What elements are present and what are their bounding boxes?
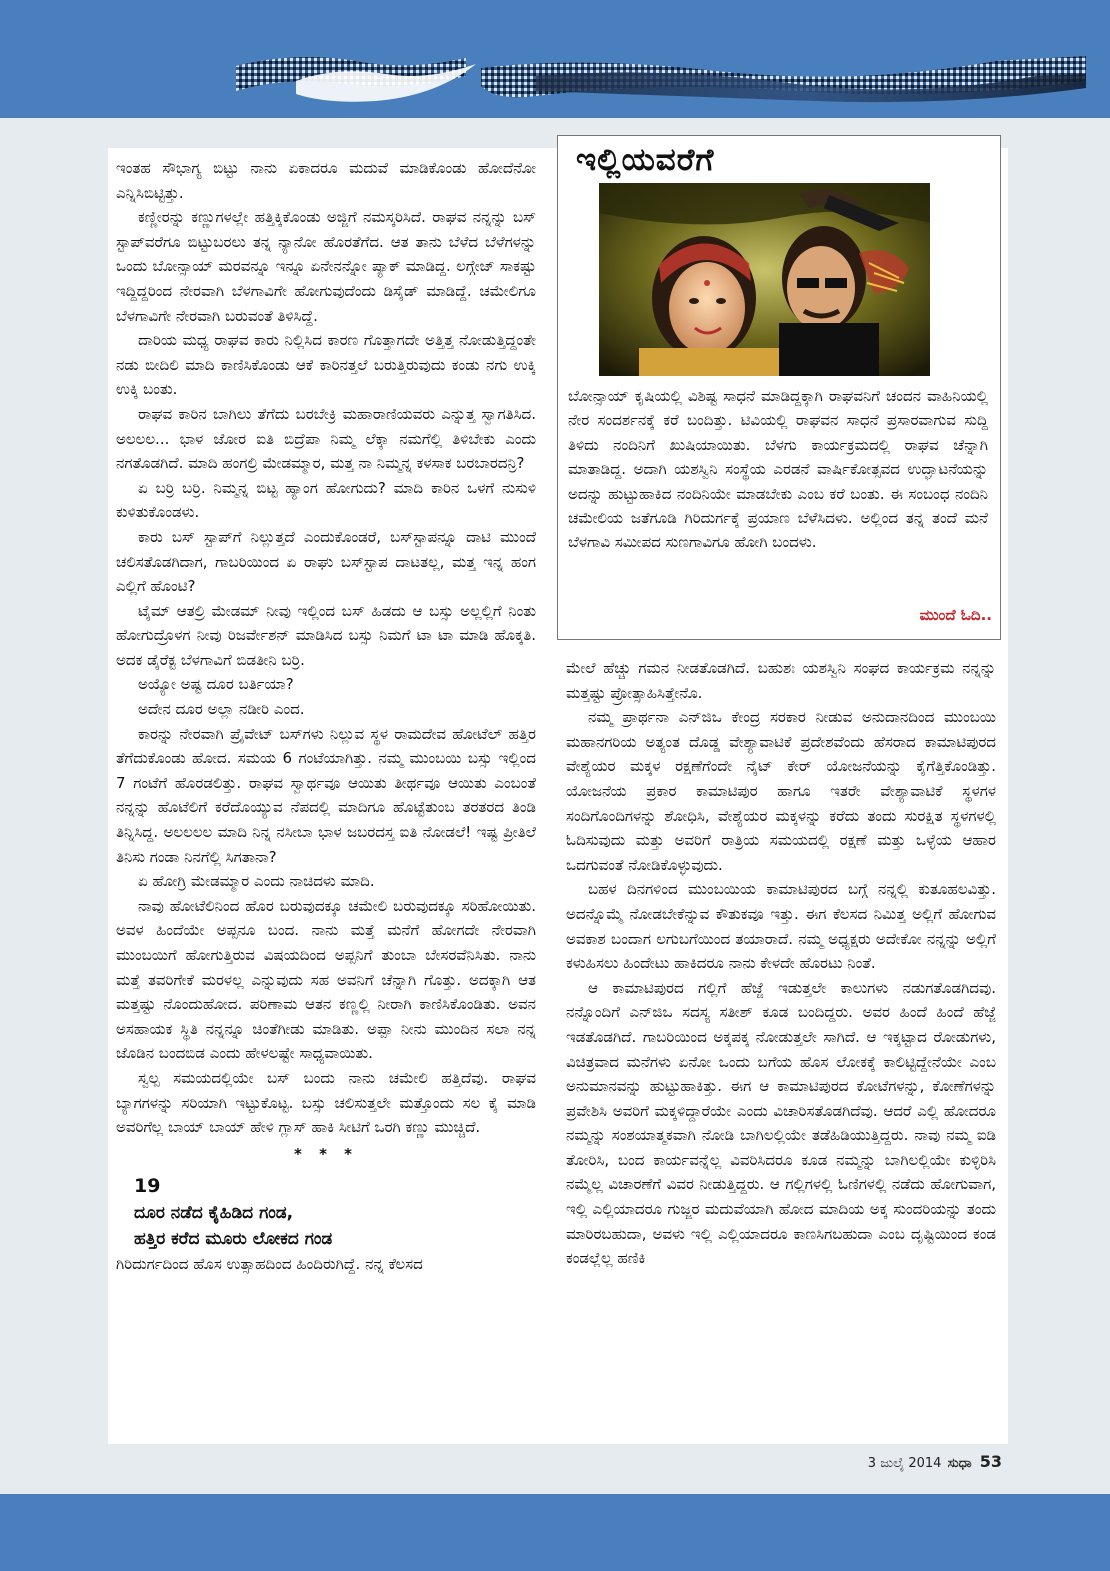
footer-band — [0, 1494, 1110, 1571]
paragraph: ದಾರಿಯ ಮಧ್ಯ ರಾಘವ ಕಾರು ನಿಲ್ಲಿಸಿದ ಕಾರಣ ಗೊತ್ತಾಗದೇ ಅತ್ತಿತ್ತ ನೋಡುತ್ತಿದ್ದಂತೇ ನಡು ಬೀದಿಲಿ ಮಾದಿ ಕಾಣಿಸಿಕೊಂಡು ಆಕೆ ಕಾರಿನತ್ತಲೆ ಬರುತ್ತಿರುವುದು ಕಂಡು ನಗು ಉಕ್ಕಿ ಉಕ್ಕಿ ಬಂತು. — [116, 331, 536, 399]
paragraph: ಏ ಹೋಗ್ರಿ ಮೇಡಮ್ಮಾರ ಎಂದು ನಾಚಿದಳು ಮಾದಿ. — [138, 872, 375, 891]
paragraph: ನಾವು ಹೋಟೆಲಿನಿಂದ ಹೊರ ಬರುವುದಕ್ಕೂ ಚಮೇಲಿ ಬರುವುದಕ್ಕೂ ಸರಿಹೋಯಿತು. ಅವಳ ಹಿಂದೆಯೇ ಅಪ್ಪನೂ ಬಂದ. ನಾನು ಮತ್ತೆ ಮನೆಗೆ ಹೋಗದೇ ನೇರವಾಗಿ ಮುಂಬಯಿಗೆ ಹೋಗುತ್ತಿರುವ ವಿಷಯದಿಂದ ಅಪ್ಪನಿಗೆ ತುಂಬಾ ಬೇಸರವೆನಿಸಿತು. ನಾನು ಮತ್ತೆ ತವರಿಗೇಕೆ ಮರಳಲ್ಲ ಎನ್ನುವುದು ಸಹ ಅವನಿಗೆ ಚೆನ್ನಾಗಿ ಗೊತ್ತು. ಅದಕ್ಕಾಗಿ ಆತ ಮತ್ತಷ್ಟು ನೊಂದುಹೋದ. ಪರಿಣಾಮ ಆತನ ಕಣ್ಣಲ್ಲಿ ನೀರಾಗಿ ಕಾಣಿಸಿಕೊಂಡಿತು. ಅವನ ಅಸಹಾಯಕ ಸ್ಥಿತಿ ನನ್ನನ್ನೂ ಚಿಂತೆಗೀಡು ಮಾಡಿತು. ಅಪ್ಪಾ ನೀನು ಮುಂದಿನ ಸಲಾ ನನ್ನ ಜೊಡಿನ ಬಂದಬಿಡ ಎಂದು ಹೇಳಲಷ್ಟೇ ಸಾಧ್ಯವಾಯಿತು. — [116, 896, 536, 1063]
wave-banner-decoration — [236, 46, 1086, 106]
paragraph: ಬಹಳ ದಿನಗಳಿಂದ ಮುಂಬಯಿಯ ಕಾಮಾಟಿಪುರದ ಬಗ್ಗೆ ನನ್ನಲ್ಲಿ ಕುತೂಹಲವಿತ್ತು. ಅದನ್ನೊಮ್ಮೆ ನೋಡಬೇಕೆನ್ನುವ ಕೌತುಕವೂ ಇತ್ತು. ಈಗ ಕೆಲಸದ ನಿಮಿತ್ತ ಅಲ್ಲಿಗೆ ಹೋಗುವ ಅವಕಾಶ ಬಂದಾಗ ಲಗುಬಗೆಯಿಂದ ತಯಾರಾದೆ. ನಮ್ಮ ಅಧ್ಯಕ್ಷರು ಅದೇಕೋ ನನ್ನನ್ನು ಅಲ್ಲಿಗೆ ಕಳುಹಿಸಲು ಹಿಂದೇಟು ಹಾಕಿದರೂ ನಾನು ಕೇಳದೇ ಹೊರಟು ನಿಂತೆ. — [566, 880, 996, 973]
paragraph: ಆ ಕಾಮಾಟಿಪುರದ ಗಲ್ಲಿಗೆ ಹೆಜ್ಜೆ ಇಡುತ್ತಲೇ ಕಾಲುಗಳು ನಡುಗತೊಡಗಿದವು. ನನ್ನೊಂದಿಗೆ ಎನ್‌ಜಿಒ ಸದಸ್ಯ ಸತೀಶ್ ಕೂಡ ಬಂದಿದ್ದರು. ಅವರ ಹಿಂದೆ ಹಿಂದೆ ಹೆಜ್ಜೆ ಇಡತೊಡಗಿದೆ. ಗಾಬರಿಯಿಂದ ಅಕ್ಕಪಕ್ಕ ನೋಡುತ್ತಲೇ ಸಾಗಿದೆ. ಆ ಇಕ್ಕಟ್ಟಾದ ರೋಡುಗಳು, ವಿಚಿತ್ರವಾದ ಮನೆಗಳು ಏನೋ ಒಂದು ಬಗೆಯ ಹೊಸ ಲೋಕಕ್ಕೆ ಕಾಲಿಟ್ಟಿದ್ದೇನೆಯೇ ಎಂಬ ಅನುಮಾನವನ್ನು ಹುಟ್ಟುಹಾಕಿತ್ತು. ಈಗ ಆ ಕಾಮಾಟಿಪುರದ ಕೋಟೆಗಳನ್ನು, ಕೋಣೆಗಳನ್ನು ಪ್ರವೇಶಿಸಿ ಅವರಿಗೆ ಮಕ್ಕಳಿದ್ದಾರೆಯೇ ಎಂದು ವಿಚಾರಿಸತೊಡಗಿದೆವು. ಆದರೆ ಎಲ್ಲಿ ಹೋದರೂ ನಮ್ಮನ್ನು ಸಂಶಯಾತ್ಮಕವಾಗಿ ನೋಡಿ ಬಾಗಿಲಲ್ಲಿಯೇ ತಡೆಹಿಡಿಯುತ್ತಿದ್ದರು. ನಾವು ನಮ್ಮ ಐಡಿ ತೋರಿಸಿ, ಬಂದ ಕಾರ್ಯವನ್ನೆಲ್ಲ ವಿವರಿಸಿದರೂ ಕೂಡ ನಮ್ಮನ್ನು ಬಾಗಿಲಲ್ಲಿಯೇ ಕುಳ್ಳಿರಿಸಿ ನಮ್ಮೆಲ್ಲ ವಿಚಾರಣೆಗೆ ವಿವರ ನೀಡುತ್ತಿದ್ದರು. ಆ ಗಲ್ಲಿಗಳಲ್ಲಿ ಓಣಿಗಳಲ್ಲಿ ನಡೆದು ಹೋಗುವಾಗ, ಇಲ್ಲಿ ಎಲ್ಲಿಯಾದರೂ ಗುಜ್ಜರ ಮದುವೆಯಾಗಿ ಹೋದ ಮಾದಿಯ ಅಕ್ಕ ಸುಂದರಿಯನ್ನು ತಂದು ಮಾರಿರಬಹುದಾ, ಅವಳು ಇಲ್ಲಿ ಎಲ್ಲಿಯಾದರೂ ಕಾಣಸಿಗಬಹುದಾ ಎಂಬ ದೃಷ್ಟಿಯಿಂದ ಕಂಡ ಕಂಡಲ್ಲೆಲ್ಲ ಹಣಿಕಿ — [566, 978, 996, 1268]
chapter-number: 19 — [134, 1175, 161, 1198]
paragraph: ಕಣ್ಣೀರನ್ನು ಕಣ್ಣುಗಳಲ್ಲೇ ಹತ್ತಿಕ್ಕಿಕೊಂಡು ಅಜ್ಜಿಗೆ ನಮಸ್ಕರಿಸಿದೆ. ರಾಘವ ನನ್ನನ್ನು ಬಸ್ ಸ್ಟಾಪ್‌ವರೆಗೂ ಬಿಟ್ಟುಬರಲು ತನ್ನ ನ್ಯಾನೋ ಹೊರತೆಗೆದ. ಆತ ತಾನು ಬೆಳೆದ ಬೆಳೆಗಳನ್ನು ಒಂದು ಬೋನ್ಸಾಯ್ ಮರವನ್ನೂ ಇನ್ನೂ ಏನೇನನ್ನೋ ಪ್ಯಾಕ್ ಮಾಡಿದ್ದ. ಲಗ್ಗೇಜ್ ಸಾಕಷ್ಟು ಇದ್ದಿದ್ದರಿಂದ ನೇರವಾಗಿ ಬೆಳಗಾವಿಗೇ ಹೋಗುವುದೆಂದು ಡಿಸೈಡ್ ಮಾಡಿದ್ದೆ. ಚಮೇಲಿಗೂ ಬೆಳಗಾವಿಗೇ ನೇರವಾಗಿ ಬರುವಂತೆ ತಿಳಿಸಿದ್ದೆ. — [116, 208, 536, 325]
paragraph: ಏ ಬರ್ರಿ ಬರ್ರಿ. ನಿಮ್ಮನ್ನ ಬಿಟ್ಟ ಹ್ಯಾಂಗ ಹೋಗುದು? ಮಾದಿ ಕಾರಿನ ಒಳಗೆ ನುಸುಳಿ ಕುಳಿತುಕೊಂಡಳು. — [116, 478, 536, 522]
recap-title: ಇಲ್ಲಿಯವರೆಗೆ — [576, 142, 715, 178]
paragraph: ನಮ್ಮ ಪ್ರಾರ್ಥನಾ ಎನ್‌ಜಿಒ ಕೇಂದ್ರ ಸರಕಾರ ನೀಡುವ ಅನುದಾನದಿಂದ ಮುಂಬಯಿ ಮಹಾನಗರಿಯ ಅತ್ಯಂತ ದೊಡ್ಡ ವೇಶ್ಯಾವಾಟಿಕೆ ಪ್ರದೇಶವೆಂದು ಹೆಸರಾದ ಕಾಮಾಟಿಪುರದ ವೇಶ್ಯೆಯರ ಮಕ್ಕಳ ರಕ್ಷಣೆಗೆಂದೇ ನೈಟ್ ಕೇರ್ ಯೋಜನೆಯನ್ನು ಕೈಗೆತ್ತಿಕೊಂಡಿತ್ತು. ಯೋಜನೆಯ ಪ್ರಕಾರ ಕಾಮಾಟಿಪುರ ಹಾಗೂ ಇತರೇ ವೇಶ್ಯಾವಾಟಿಕೆ ಸ್ಥಳಗಳ ಸಂದಿಗೊಂದಿಗಳನ್ನು ಶೋಧಿಸಿ, ವೇಶ್ಯೆಯರ ಮಕ್ಕಳನ್ನು ಕರೆದು ತಂದು ಸುರಕ್ಷಿತ ಸ್ಥಳಗಳಲ್ಲಿ ಓದಿಸುವುದು ಮತ್ತು ಅವರಿಗೆ ರಾತ್ರಿಯ ಸಮಯದಲ್ಲಿ ರಕ್ಷಣೆ ಮತ್ತು ಒಳ್ಳೆಯ ಆಹಾರ ಒದಗುವಂತೆ ನೋಡಿಕೊಳ್ಳುವುದು. — [566, 708, 996, 874]
page-footer — [868, 1452, 1002, 1471]
paragraph: ಕಾರನ್ನು ನೇರವಾಗಿ ಪ್ರೈವೇಟ್ ಬಸ್‌ಗಳು ನಿಲ್ಲುವ ಸ್ಥಳ ರಾಮದೇವ ಹೋಟೆಲ್ ಹತ್ತಿರ ತೆಗೆದುಕೊಂಡು ಹೋದ. ಸಮಯ 6 ಗಂಟೆಯಾಗಿತ್ತು. ನಮ್ಮ ಮುಂಬಯಿ ಬಸ್ಸು ಇಲ್ಲಿಂದ 7 ಗಂಟೆಗೆ ಹೊರಡಲಿತ್ತು. ರಾಘವ ಸ್ವಾರ್ಥವೂ ಆಯಿತು ತೀರ್ಥವೂ ಆಯಿತು ಎಂಬಂತೆ ನನ್ನನ್ನು ಹೊಟೆಲಿಗೆ ಕರೆದೊಯ್ಯುವ ನೆಪದಲ್ಲಿ ಮಾದಿಗೂ ಹೊಟ್ಟೆತುಂಬ ತರತರದ ತಿಂಡಿ ತಿನ್ನಿಸಿದ್ದ. ಅಲಲಲಲ ಮಾದಿ ನಿನ್ನ ನಸೀಬಾ ಭಾಳ ಜಬರದಸ್ತ ಐತಿ ನೋಡಲೆ! ಇಷ್ಟ ಪ್ರೀತಿಲೆ ತಿನಿಸು ಗಂಡಾ ನಿನಗೆಲ್ಲಿ ಸಿಗತಾನಾ? — [116, 724, 536, 866]
recap-box — [557, 135, 1001, 640]
paragraph: ಅದೇನ ದೂರ ಅಲ್ಲಾ ನಡೀರಿ ಎಂದ. — [138, 700, 305, 719]
paragraph: ಅಯ್ಯೋ ಅಷ್ಟ ದೂರ ಬರ್ತಿಯಾ? — [138, 675, 294, 694]
couple-illustration — [599, 183, 930, 376]
paragraph: ಇಂತಹ ಸೌಭಾಗ್ಯ ಬಿಟ್ಟು ನಾನು ಏಕಾದರೂ ಮದುವೆ ಮಾಡಿಕೊಂಡು ಹೋದೆನೋ ಎನ್ನಿಸಿಬಿಟ್ಟಿತ್ತು. — [116, 159, 536, 202]
read-more-link[interactable]: ಮುಂದೆ ಓದಿ.. — [919, 606, 992, 624]
paragraph: ಮೇಲೆ ಹೆಚ್ಚು ಗಮನ ನೀಡತೊಡಗಿದೆ. ಬಹುಶಃ ಯಶಸ್ವಿನಿ ಸಂಘದ ಕಾರ್ಯಕ್ರಮ ನನ್ನನ್ನು ಮತ್ತಷ್ಟು ಪ್ರೋತ್ಸಾಹಿಸಿತ್ತೇನೊ. — [566, 659, 996, 702]
page-number: 53 — [979, 1452, 1002, 1471]
recap-summary: ಬೋನ್ಸಾಯ್ ಕೃಷಿಯಲ್ಲಿ ವಿಶಿಷ್ಟ ಸಾಧನೆ ಮಾಡಿದ್ದಕ್ಕಾಗಿ ರಾಘವನಿಗೆ ಚಂದನ ವಾಹಿನಿಯಲ್ಲಿ ನೇರ ಸಂದರ್ಶನಕ್ಕೆ ಕರೆ ಬಂದಿತ್ತು. ಟಿವಿಯಲ್ಲಿ ರಾಘವನ ಸಾಧನೆ ಪ್ರಸಾರವಾಗುವ ಸುದ್ದಿ ತಿಳಿದು ನಂದಿನಿಗೆ ಖುಷಿಯಾಯಿತು. ಬೆಳಗು ಕಾರ್ಯಕ್ರಮದಲ್ಲಿ ರಾಘವ ಚೆನ್ನಾಗಿ ಮಾತಾಡಿದ್ದ. ಅದಾಗಿ ಯಶಸ್ವಿನಿ ಸಂಸ್ಥೆಯ ಎರಡನೆ ವಾರ್ಷಿಕೋತ್ಸವದ ಉದ್ಘಾಟನೆಯನ್ನು ಅದನ್ನು ಹುಟ್ಟುಹಾಕಿದ ನಂದಿನಿಯೇ ಮಾಡಬೇಕು ಎಂಬ ಕರೆ ಬಂತು. ಈ ಸಂಬಂಧ ನಂದಿನಿ ಚಮೇಲಿಯ ಜತೆಗೂಡಿ ಗಿರಿದುರ್ಗಕ್ಕೆ ಪ್ರಯಾಣ ಬೆಳೆಸಿದಳು. ಅಲ್ಲಿಂದ ತನ್ನ ತಂದೆ ಮನೆ ಬೆಳಗಾವಿ ಸಮೀಪದ ಸುಣಗಾವಿಗೂ ಹೋಗಿ ಬಂದಳು. — [568, 387, 988, 552]
paragraph: ಕಾರು ಬಸ್ ಸ್ಟಾಪ್‌ಗೆ ನಿಲ್ಲುತ್ತದೆ ಎಂದುಕೊಂಡರೆ, ಬಸ್‌ಸ್ಟಾಪನ್ನೂ ದಾಟಿ ಮುಂದೆ ಚಲಿಸತೊಡಗಿದಾಗ, ಗಾಬರಿಯಿಂದ ಏ ರಾಘು ಬಸ್‌ಸ್ಟಾಪ ದಾಟತಲ್ಲ, ಮತ್ತ ಇನ್ನ ಹಂಗ ಎಲ್ಲಿಗೆ ಹೊಂಟಿ? — [116, 527, 536, 596]
paragraph: ರಾಘವ ಕಾರಿನ ಬಾಗಿಲು ತೆಗೆದು ಬರಬೇಕ್ರಿ ಮಹಾರಾಣಿಯವರು ಎನ್ನುತ್ತ ಸ್ವಾಗತಿಸಿದ. ಅಲಲಲ... ಭಾಳ ಜೋರ ಐತಿ ಬಿದ್ರೆಪಾ ನಿಮ್ಮ ಲೆಕ್ಕಾ ನಮಗೆಲ್ಲಿ ತಿಳಿಬೇಕು ಎಂದು ನಗತೊಡಗಿದೆ. ಮಾದಿ ಹಂಗಲ್ರಿ ಮೇಡಮ್ಮಾರ, ಮತ್ತ ನಾ ನಿಮ್ಮನ್ನ ಕಳಸಾಕ ಬರಬಾರದನ್ರಿ? — [116, 404, 536, 473]
magazine-name: ಸುಧಾ — [947, 1456, 972, 1471]
chapter-opening: ಗಿರಿದುರ್ಗದಿಂದ ಹೊಸ ಉತ್ಸಾಹದಿಂದ ಹಿಂದಿರುಗಿದ್ದೆ. ನನ್ನ ಕೆಲಸದ — [116, 1255, 423, 1274]
section-separator: * * * — [294, 1144, 358, 1163]
paragraph: ಸ್ವಲ್ಪ ಸಮಯದಲ್ಲಿಯೇ ಬಸ್ ಬಂದು ನಾನು ಚಮೇಲಿ ಹತ್ತಿದೆವು. ರಾಘವ ಬ್ಯಾಗಗಳನ್ನು ಸರಿಯಾಗಿ ಇಟ್ಟುಕೊಟ್ಟ. ಬಸ್ಸು ಚಲಿಸುತ್ತಲೇ ಮತ್ತೊಂದು ಸಲ ಕೈ ಮಾಡಿ ಅವರಿಗೆಲ್ಲ ಬಾಯ್ ಬಾಯ್ ಹೇಳಿ ಗ್ಲಾಸ್ ಹಾಕಿ ಸೀಟಿಗೆ ಒರಗಿ ಕಣ್ಣು ಮುಚ್ಚಿದೆ. — [116, 1068, 536, 1137]
couple-illustration-art — [599, 183, 930, 376]
paragraph: ಟೈಮ್ ಆತಲ್ರಿ ಮೇಡಮ್ ನೀವು ಇಲ್ಲಿಂದ ಬಸ್ ಹಿಡದು ಆ ಬಸ್ಸು ಅಲ್ಲಲ್ಲಿಗೆ ನಿಂತು ಹೋಗುದ್ರೊಳಗ ನೀವು ರಿಜರ್ವೇಶನ್ ಮಾಡಿಸಿದ ಬಸ್ಸು ನಿಮಗೆ ಟಾ ಟಾ ಮಾಡಿ ಹೊಕ್ಕತಿ. ಅದಕ ಡೈರೆಕ್ಟ ಬೆಳಗಾವಿಗೆ ಬಿಡತೀನಿ ಬರ್ರಿ. — [116, 601, 536, 669]
chapter-title-line2: ಹತ್ತಿರ ಕರೆದ ಮೂರು ಲೋಕದ ಗಂಡ — [134, 1229, 333, 1250]
article-right-column — [566, 656, 996, 1271]
header-band — [0, 0, 1110, 118]
article-left-column — [116, 156, 536, 1277]
issue-date: 3 ಜುಲೈ 2014 — [867, 1456, 942, 1471]
chapter-title-line1: ದೂರ ನಡೆದ ಕೈಹಿಡಿದ ಗಂಡ, — [134, 1203, 294, 1224]
